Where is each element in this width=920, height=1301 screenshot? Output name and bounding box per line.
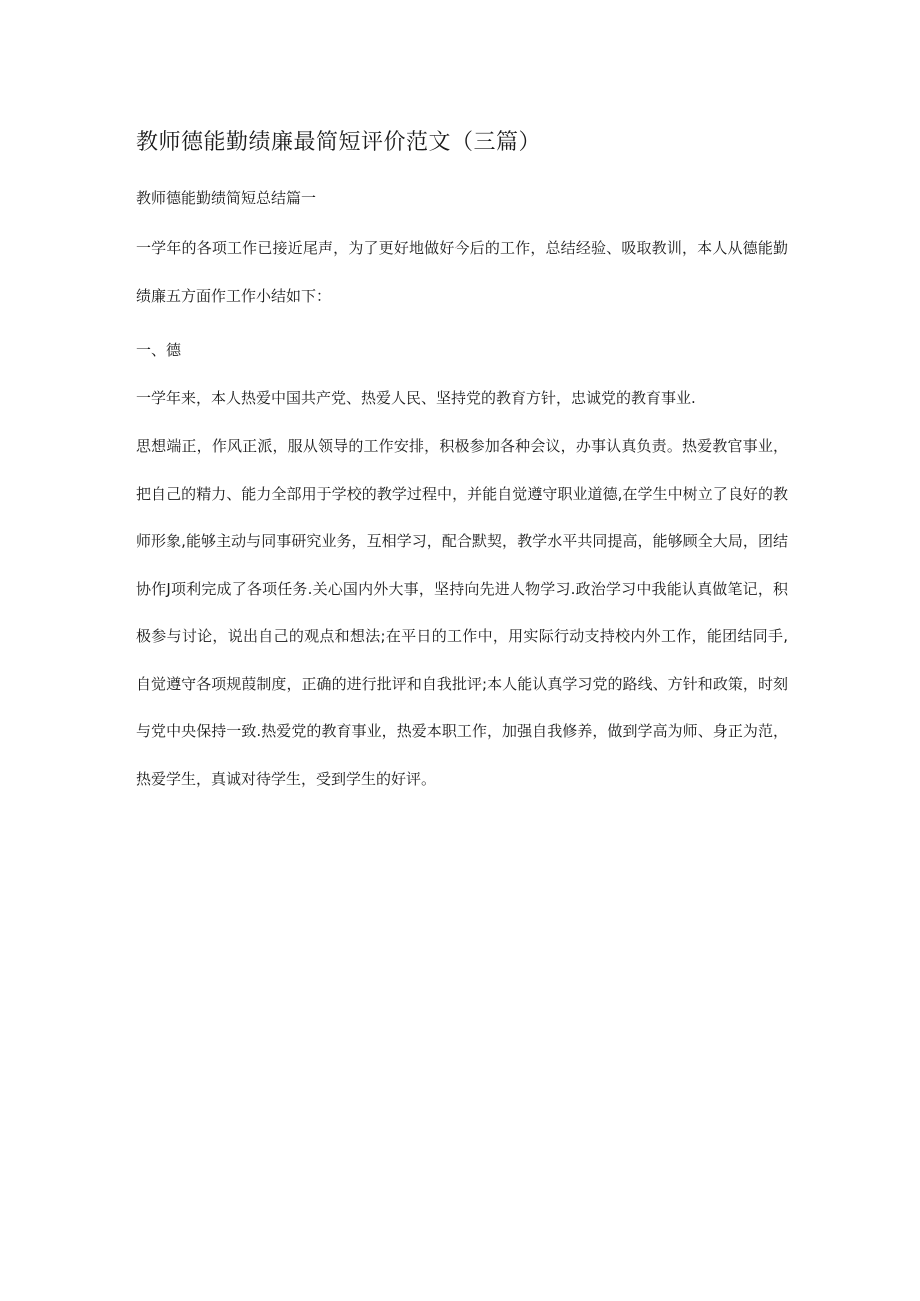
document-title: 教师德能勤绩廉最简短评价范文（三篇） [136, 130, 542, 155]
subheading-de: 一、德 [136, 341, 182, 359]
intro-paragraph: 一学年的各项工作已接近尾声，为了更好地做好今后的工作，总结经验、吸取教训，本人从德能勤绩廉五方面作工作小结如下： [136, 239, 788, 305]
section-heading: 教师德能勤绩简短总结篇一 [136, 189, 317, 207]
body-paragraph-2: 思想端正，作风正派，服从领导的工作安排，积极参加各种会议，办事认真负责。热爱教官事业，把自己的精力、能力全部用于学校的教学过程中，并能自觉遵守职业道德,在学生中树立了良好的教师形象,能够主动与同事研究业务，互相学习，配合默契，教学水平共同提高，能够顾全大局，团结协作J项利完成了各项任务.关心国内外大事，坚持向先进人物学习.政治学习中我能认真做笔记，积极参与讨论，说出自己的观点和想法;在平日的工作中，用实际行动支持校内外工作，能团结同手,自觉遵守各项规葭制度，正确的进行批评和自我批评;本人能认真学习党的路线、方针和政策，时刻与党中央保持一致.热爱党的教育事业，热爱本职工作，加强自我修养，做到学高为师、身正为范，热爱学生，真诚对待学生，受到学生的好评。 [136, 437, 788, 788]
body-paragraph-1: 一学年来，本人热爱中国共产党、热爱人民、坚持党的教育方针，忠诚党的教育事业. [136, 389, 696, 407]
